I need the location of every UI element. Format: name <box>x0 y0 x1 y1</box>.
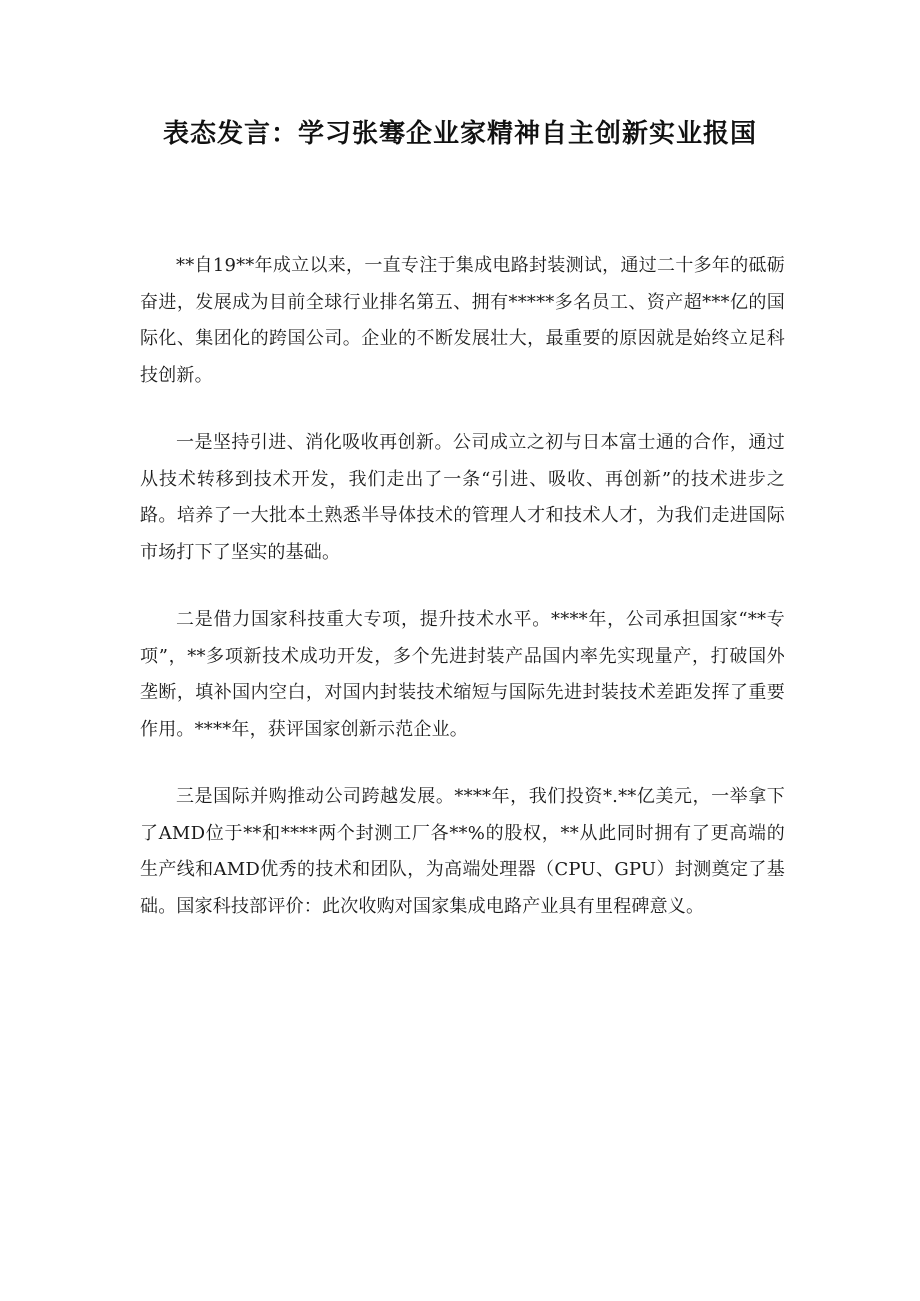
paragraph-intro: **自19**年成立以来，一直专注于集成电路封装测试，通过二十多年的砥砺奋进，发展成为目前全球行业排名第五、拥有*****多名员工、资产超***亿的国际化、集团化的跨国公司。企业的不断发展壮大，最重要的原因就是始终立足科技创新。 <box>140 255 785 386</box>
paragraph-point-two: 二是借力国家科技重大专项，提升技术水平。****年，公司承担国家“**专项”，**多项新技术成功开发，多个先进封装产品国内率先实现量产，打破国外垄断，填补国内空白，对国内封装技术缩短与国际先进封装技术差距发挥了重要作用。****年，获评国家创新示范企业。 <box>140 609 785 740</box>
paragraph-point-one: 一是坚持引进、消化吸收再创新。公司成立之初与日本富士通的合作，通过从技术转移到技术开发，我们走出了一条“引进、吸收、再创新”的技术进步之路。培养了一大批本土熟悉半导体技术的管理人才和技术人才，为我们走进国际市场打下了坚实的基础。 <box>140 432 785 563</box>
document-title: 表态发言：学习张骞企业家精神自主创新实业报国 <box>162 119 757 149</box>
document-body <box>140 248 785 956</box>
paragraph-point-three: 三是国际并购推动公司跨越发展。****年，我们投资*.**亿美元，一举拿下了AMD位于**和****两个封测工厂各**%的股权，**从此同时拥有了更高端的生产线和AMD优秀的技术和团队，为高端处理器（CPU、GPU）封测奠定了基础。国家科技部评价：此次收购对国家集成电路产业具有里程碑意义。 <box>140 786 785 917</box>
